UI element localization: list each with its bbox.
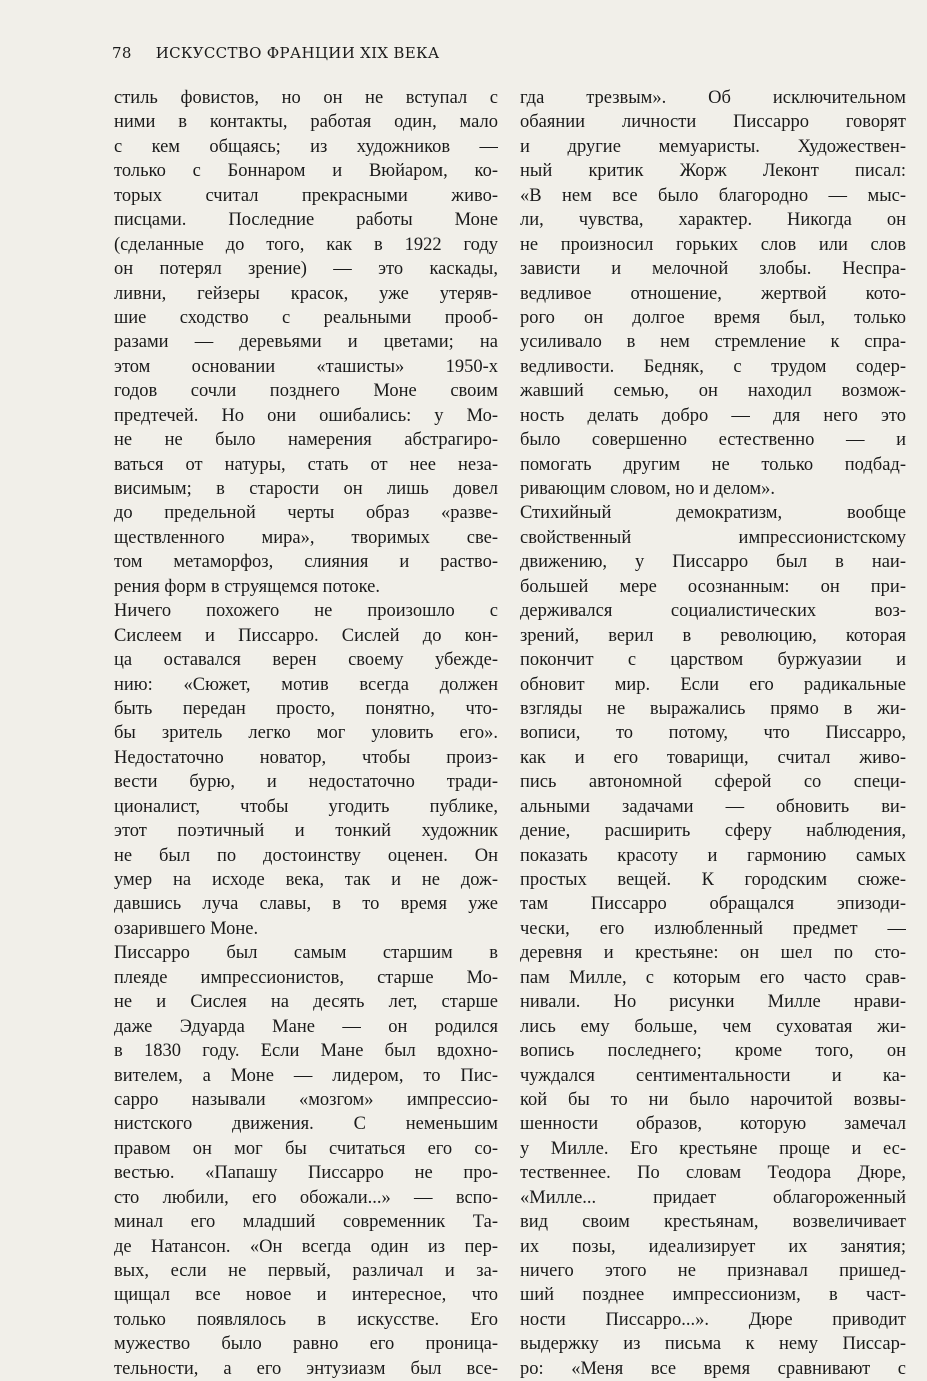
running-header <box>112 44 440 62</box>
text-line: мужество было равно его проница- <box>114 1334 498 1355</box>
text-line: вописи, то потому, что Писсарро, <box>520 723 906 744</box>
text-line: держивался социалистических воз- <box>520 601 906 622</box>
text-line: зрений, верил в революцию, которая <box>520 625 906 646</box>
text-line: ведливое отношение, жертвой кото- <box>520 283 906 304</box>
left-text-column <box>114 86 498 1381</box>
text-line: разами — деревьями и цветами; на <box>114 332 498 353</box>
text-line: щищал все новое и интересное, что <box>114 1285 498 1306</box>
text-line: сарро называли «мозгом» импрессио- <box>114 1089 498 1110</box>
text-line: висимым; в старости он лишь довел <box>114 479 498 499</box>
text-line: ваться от натуры, стать от нее неза- <box>114 454 498 475</box>
text-line: нию: «Сюжет, мотив всегда должен <box>114 674 498 695</box>
text-line: рого он долгое время был, только <box>520 307 906 328</box>
text-line: этот поэтичный и тонкий художник <box>114 821 498 842</box>
text-line: ществленного мира», творимых све- <box>114 527 498 548</box>
text-line: жавший семью, он находил возмож- <box>520 381 906 402</box>
text-line: усиливало в нем стремление к спра- <box>520 332 906 353</box>
text-line: чуждался сентиментальности и ка- <box>520 1065 906 1086</box>
text-line: ведливости. Бедняк, с трудом содер- <box>520 356 906 377</box>
text-line: и другие мемуаристы. Художествен- <box>520 136 906 157</box>
text-line: Стихийный демократизм, вообще <box>520 503 906 524</box>
text-line: плеяде импрессионистов, старше Мо- <box>114 967 498 988</box>
text-line: альными задачами — обновить ви- <box>520 796 906 817</box>
text-line: быть передан просто, понятно, что- <box>114 698 498 719</box>
text-line: нивали. Но рисунки Милле нрави- <box>520 992 906 1013</box>
text-line: вестью. «Папашу Писсарро не про- <box>114 1163 498 1184</box>
text-line: давшись луча славы, в то время уже <box>114 894 498 915</box>
text-line: ривающим словом, но и делом». <box>520 479 775 499</box>
text-line: вых, если не первый, различал и за- <box>114 1261 498 1281</box>
text-line: свойственный импрессионистскому <box>520 527 906 548</box>
text-line: писцами. Последние работы Моне <box>114 210 498 231</box>
text-line: торых считал прекрасными живо- <box>114 185 498 206</box>
text-line: (сделанные до того, как в 1922 году <box>114 234 498 255</box>
text-line: вопись последнего; кроме того, он <box>520 1041 906 1062</box>
text-line: с кем общаясь; из художников — <box>114 136 498 157</box>
text-line: ный критик Жорж Леконт писал: <box>520 161 906 182</box>
text-line: даже Эдуарда Мане — он родился <box>114 1016 498 1037</box>
text-line: показать красоту и гармонию самых <box>520 845 906 866</box>
text-line: кой бы то ни было нарочитой возвы- <box>520 1089 906 1110</box>
text-line: покончит с царством буржуазии и <box>520 650 906 671</box>
text-line: помогать другим не только подбад- <box>520 454 906 475</box>
text-line: он потерял зрение) — это каскады, <box>114 259 498 280</box>
text-line: ли, чувства, характер. Никогда он <box>520 210 906 231</box>
text-line: бы зритель легко мог уловить его». <box>114 723 498 744</box>
text-line: обновит мир. Если его радикальные <box>520 674 906 695</box>
text-line: правом он мог бы считаться его со- <box>114 1138 498 1159</box>
text-line: ца оставался верен своему убежде- <box>114 650 498 671</box>
text-line: в 1830 году. Если Мане был вдохно- <box>114 1041 498 1062</box>
text-line: годов сочли позднего Моне своим <box>114 381 498 402</box>
text-line: вид своим крестьянам, возвеличивает <box>520 1212 906 1233</box>
text-line: ность делать добро — для него это <box>520 405 906 426</box>
page-number: 78 <box>112 44 132 62</box>
text-line: обаянии личности Писсарро говорят <box>520 112 906 133</box>
text-line: у Милле. Его крестьяне проще и ес- <box>520 1138 906 1159</box>
text-line: стиль фовистов, но он не вступал с <box>114 88 498 108</box>
text-line: «Милле... придает облагороженный <box>520 1187 906 1208</box>
text-line: шенности образов, которую замечал <box>520 1114 906 1135</box>
text-line: взгляды не выражались прямо в жи- <box>520 698 906 719</box>
text-line: до предельной черты образ «разве- <box>114 503 498 524</box>
text-line: не и Сислея на десять лет, старше <box>114 992 498 1013</box>
text-line: не произносил горьких слов или слов <box>520 234 906 255</box>
text-line: гда трезвым». Об исключительном <box>520 88 906 108</box>
text-line: большей мере осознанным: он при- <box>520 576 906 597</box>
text-line: пам Милле, с которым его часто срав- <box>520 967 906 988</box>
text-line: тельности, а его энтузиазм был все- <box>114 1358 498 1379</box>
text-line: как и его товарищи, считал живо- <box>520 747 906 768</box>
text-line: выдержку из письма к нему Писсар- <box>520 1334 906 1355</box>
text-line: чески, его излюбленный предмет — <box>520 918 906 939</box>
text-line: этом основании «ташисты» 1950-х <box>114 356 498 377</box>
text-line: де Натансон. «Он всегда один из пер- <box>114 1236 498 1257</box>
text-line: нистского движения. С неменьшим <box>114 1114 498 1135</box>
text-line: Сислеем и Писсарро. Сислей до кон- <box>114 625 498 646</box>
text-line: сто любили, его обожали...» — вспо- <box>114 1187 498 1208</box>
text-line: ними в контакты, работая один, мало <box>114 112 498 133</box>
text-line: только с Боннаром и Вюйаром, ко- <box>114 161 498 182</box>
text-line: рения форм в струящемся потоке. <box>114 576 380 597</box>
text-line: пись автономной сферой со специ- <box>520 772 906 793</box>
text-line: шие сходство с реальными прооб- <box>114 307 498 328</box>
text-line: предтечей. Но они ошибались: у Мо- <box>114 405 498 426</box>
text-line: движению, у Писсарро был в наи- <box>520 552 906 573</box>
text-line: Писсарро был самым старшим в <box>114 943 498 964</box>
text-line: вителем, а Моне — лидером, то Пис- <box>114 1065 498 1086</box>
text-line: не не было намерения абстрагиро- <box>114 430 498 451</box>
text-line: тественнее. По словам Теодора Дюре, <box>520 1163 906 1184</box>
text-line: Недостаточно новатор, чтобы произ- <box>114 747 498 768</box>
text-line: дение, расширить сферу наблюдения, <box>520 821 906 842</box>
text-line: «В нем все было благородно — мыс- <box>520 185 906 206</box>
text-line: зависти и мелочной злобы. Неспра- <box>520 259 906 280</box>
text-line: их позы, идеализирует их занятия; <box>520 1236 906 1257</box>
text-line: озарившего Моне. <box>114 918 259 939</box>
right-text-column <box>520 86 906 1381</box>
text-line: простых вещей. К городским сюже- <box>520 870 906 890</box>
text-line: умер на исходе века, так и не дож- <box>114 870 498 890</box>
text-line: ничего этого не признавал пришед- <box>520 1261 906 1281</box>
text-line: только появлялось в искусстве. Его <box>114 1309 498 1330</box>
text-line: ливни, гейзеры красок, уже утеряв- <box>114 283 498 304</box>
text-line: минал его младший современник Та- <box>114 1212 498 1233</box>
text-line: вести бурю, и недостаточно тради- <box>114 772 498 793</box>
text-line: там Писсарро обращался эпизоди- <box>520 894 906 915</box>
running-title: ИСКУССТВО ФРАНЦИИ XIX ВЕКА <box>155 44 440 62</box>
text-line: было совершенно естественно — и <box>520 430 906 451</box>
text-line: деревня и крестьяне: он шел по сто- <box>520 943 906 964</box>
text-line: ший позднее импрессионизм, в част- <box>520 1285 906 1306</box>
text-line: ности Писсарро...». Дюре приводит <box>520 1309 906 1330</box>
text-line: ро: «Меня все время сравнивают с <box>520 1358 906 1379</box>
text-line: Ничего похожего не произошло с <box>114 601 498 622</box>
text-line: ционалист, чтобы угодить публике, <box>114 796 498 817</box>
text-line: не был по достоинству оценен. Он <box>114 845 498 866</box>
text-line: том метаморфоз, слияния и раство- <box>114 552 498 573</box>
text-line: лись ему больше, чем суховатая жи- <box>520 1016 906 1037</box>
